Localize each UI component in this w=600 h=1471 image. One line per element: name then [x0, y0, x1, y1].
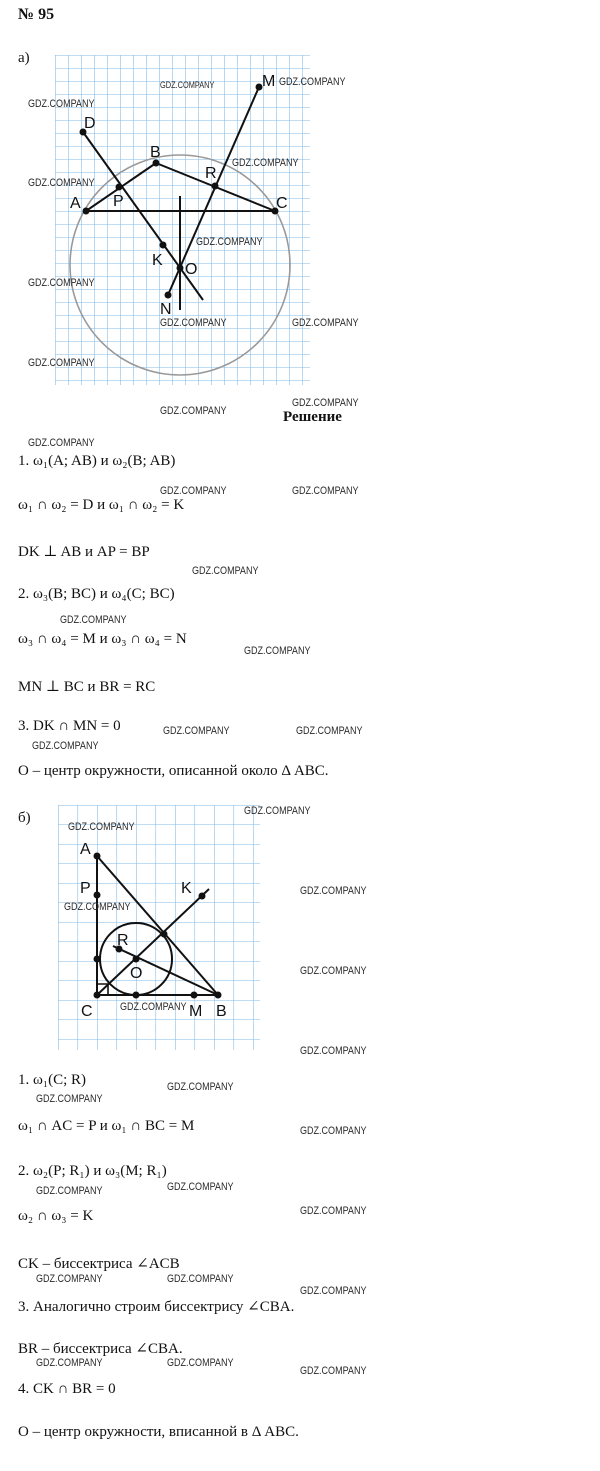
watermark: GDZ.COMPANY — [28, 98, 95, 110]
watermark: GDZ.COMPANY — [167, 1357, 234, 1369]
b-line-3: 2. ω₂(P; R₁) и ω₃(M; R₁) — [18, 1163, 167, 1179]
point-label-b: B — [150, 144, 161, 161]
watermark: GDZ.COMPANY — [64, 901, 131, 913]
watermark: GDZ.COMPANY — [68, 821, 135, 833]
watermark: GDZ.COMPANY — [167, 1181, 234, 1193]
watermark: GDZ.COMPANY — [300, 1365, 367, 1377]
watermark: GDZ.COMPANY — [296, 725, 363, 737]
a-line-2: ω₁ ∩ ω₂ = D и ω₁ ∩ ω₂ = K — [18, 497, 185, 513]
watermark: GDZ.COMPANY — [28, 277, 95, 289]
point-label-a-b: A — [80, 841, 91, 858]
watermark: GDZ.COMPANY — [32, 740, 99, 752]
watermark: GDZ.COMPANY — [160, 317, 227, 329]
watermark: GDZ.COMPANY — [244, 805, 311, 817]
b-line-4: ω₂ ∩ ω₃ = K — [18, 1208, 94, 1224]
watermark: GDZ.COMPANY — [160, 405, 227, 417]
a-line-4: 2. ω₃(B; BC) и ω₄(C; BC) — [18, 586, 175, 602]
a-line-7: 3. DK ∩ MN = 0 — [18, 718, 121, 734]
watermark: GDZ.COMPANY — [244, 645, 311, 657]
a-line-6: MN ⊥ BC и BR = RC — [18, 679, 156, 695]
point-label-a: A — [70, 195, 81, 212]
b-line-6: 3. Аналогично строим биссектрису ∠CBA. — [18, 1299, 295, 1315]
watermark: GDZ.COMPANY — [292, 317, 359, 329]
point-label-k: K — [152, 252, 163, 269]
point-label-r: R — [205, 165, 217, 182]
watermark: GDZ.COMPANY — [300, 885, 367, 897]
b-line-1: 1. ω₁(C; R) — [18, 1072, 87, 1088]
a-line-8: O – центр окружности, описанной около Δ ABC. — [18, 763, 329, 779]
point-label-n: N — [160, 301, 172, 318]
point-label-m-b: M — [189, 1003, 203, 1020]
watermark: GDZ.COMPANY — [28, 437, 95, 449]
watermark: GDZ.COMPANY — [300, 1045, 367, 1057]
watermark: GDZ.COMPANY — [300, 1285, 367, 1297]
watermark: GDZ.COMPANY — [120, 1001, 187, 1013]
watermark: GDZ.COMPANY — [28, 357, 95, 369]
part-b-label: б) — [18, 810, 31, 826]
watermark: GDZ.COMPANY — [60, 614, 127, 626]
point-label-m: M — [262, 73, 276, 90]
watermark: GDZ.COMPANY — [279, 76, 346, 88]
point-label-o: O — [185, 261, 198, 278]
watermark: GDZ.COMPANY — [160, 485, 227, 497]
b-line-8: 4. CK ∩ BR = 0 — [18, 1381, 116, 1397]
point-label-c: C — [276, 195, 288, 212]
point-label-d: D — [84, 115, 96, 132]
watermark: GDZ.COMPANY — [196, 236, 263, 248]
a-line-5: ω₃ ∩ ω₄ = M и ω₃ ∩ ω₄ = N — [18, 631, 187, 647]
watermark: GDZ.COMPANY — [160, 80, 215, 90]
watermark: GDZ.COMPANY — [300, 1125, 367, 1137]
watermark: GDZ.COMPANY — [232, 157, 299, 169]
point-label-b-b: B — [216, 1003, 227, 1020]
watermark: GDZ.COMPANY — [28, 177, 95, 189]
point-label-p: P — [113, 193, 124, 210]
point-label-k-b: K — [181, 880, 192, 897]
watermark: GDZ.COMPANY — [167, 1273, 234, 1285]
watermark: GDZ.COMPANY — [36, 1093, 103, 1105]
watermark: GDZ.COMPANY — [163, 725, 230, 737]
a-line-3: DK ⊥ AB и AP = BP — [18, 544, 150, 560]
point-label-c-b: C — [81, 1003, 93, 1020]
point-label-r-b: R — [117, 932, 129, 949]
watermark: GDZ.COMPANY — [192, 565, 259, 577]
a-line-1: 1. ω₁(A; AB) и ω₂(B; AB) — [18, 453, 176, 469]
figure-a — [0, 0, 600, 400]
problem-number: № 95 — [18, 6, 55, 23]
b-line-9: O – центр окружности, вписанной в Δ ABC. — [18, 1424, 299, 1440]
watermark: GDZ.COMPANY — [292, 397, 359, 409]
watermark: GDZ.COMPANY — [36, 1185, 103, 1197]
part-a-label: а) — [18, 50, 30, 66]
watermark: GDZ.COMPANY — [300, 1205, 367, 1217]
b-line-2: ω₁ ∩ AC = P и ω₁ ∩ BC = M — [18, 1118, 195, 1134]
point-label-p-b: P — [80, 880, 91, 897]
b-line-7: BR – биссектриса ∠CBA. — [18, 1341, 183, 1357]
watermark: GDZ.COMPANY — [167, 1081, 234, 1093]
figure-b — [0, 800, 600, 1060]
watermark: GDZ.COMPANY — [36, 1357, 103, 1369]
watermark: GDZ.COMPANY — [292, 485, 359, 497]
watermark: GDZ.COMPANY — [300, 965, 367, 977]
watermark: GDZ.COMPANY — [36, 1273, 103, 1285]
point-label-o-b: O — [130, 965, 143, 982]
solution-heading: Решение — [283, 409, 342, 425]
b-line-5: CK – биссектриса ∠ACB — [18, 1256, 180, 1272]
